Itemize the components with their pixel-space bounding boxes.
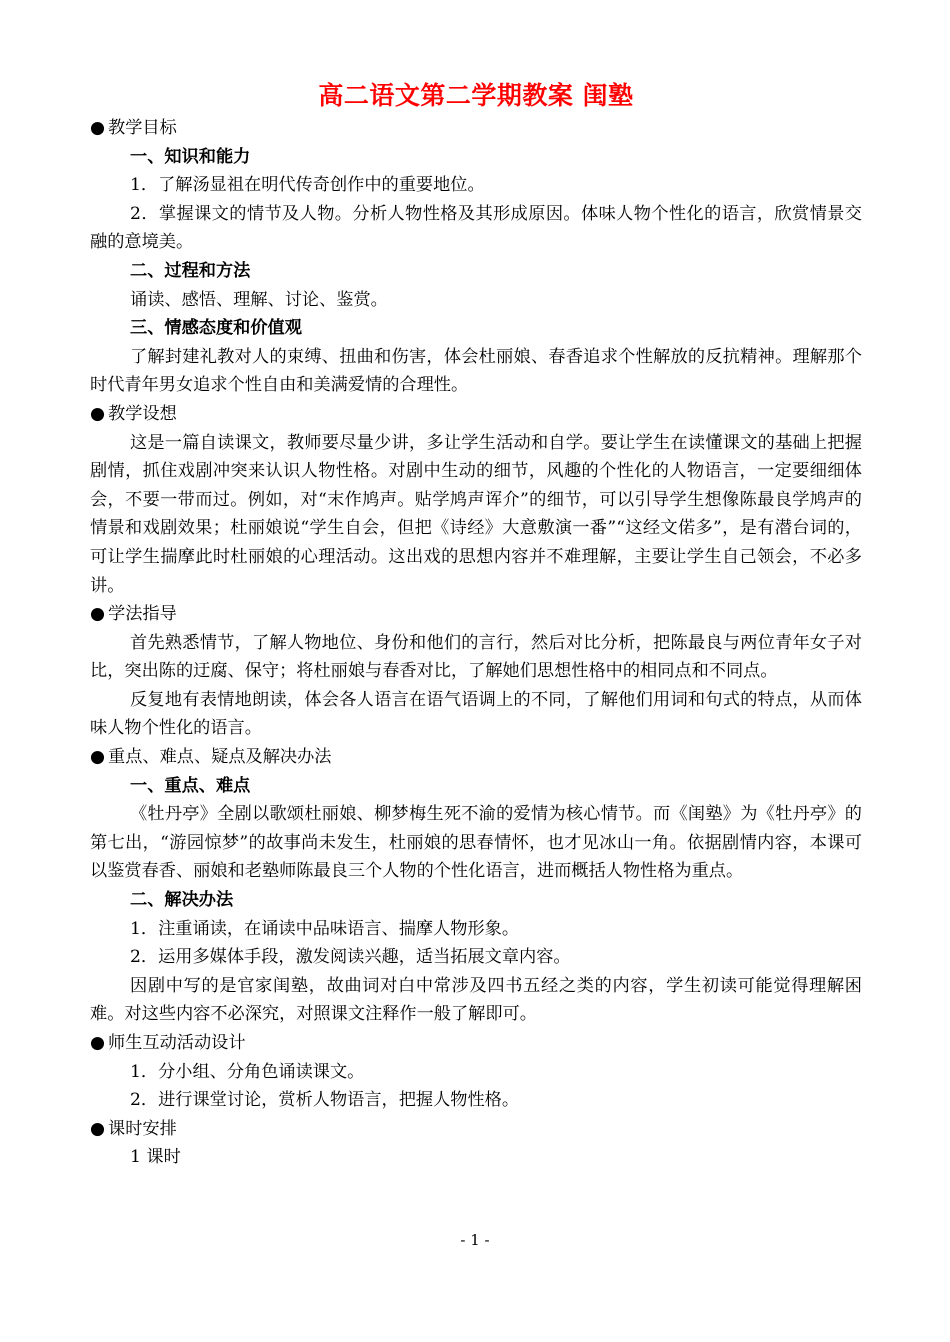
solve-text: 因剧中写的是官家闺塾，故曲词对白中常涉及四书五经之类的内容，学生初读可能觉得理解困难。对这些内容不必深究，对照课文注释作一般了解即可。 — [90, 975, 862, 1025]
bullet-icon: ● — [90, 1118, 105, 1139]
section-goals-heading: ● 教学目标 — [90, 114, 862, 143]
document-title: 高二语文第二学期教案 闺塾 — [318, 81, 634, 110]
knowledge-item-1: 1．了解汤显祖在明代传奇创作中的重要地位。 — [130, 175, 485, 196]
interaction-item-2: 2．进行课堂讨论，赏析人物语言，把握人物性格。 — [130, 1090, 520, 1111]
key-text: 《牡丹亭》全剧以歌颂杜丽娘、柳梦梅生死不渝的爱情为核心情节。而《闺塾》为《牡丹亭》的第七出，“游园惊梦”的故事尚未发生，杜丽娘的思春情怀，也才见冰山一角。依据剧情内容，本课可以鉴赏春香、丽娘和老塾师陈最良三个人物的个性化语言，进而概括人物性格为重点。 — [90, 804, 862, 882]
method-text-1: 首先熟悉情节，了解人物地位、身份和他们的言行，然后对比分析，把陈最良与两位青年女子对比，突出陈的迂腐、保守；将杜丽娘与春香对比，了解她们思想性格中的相同点和不同点。 — [90, 632, 862, 682]
knowledge-item-2: 2．掌握课文的情节及人物。分析人物性格及其形成原因。体味人物个性化的语言，欣赏情景交融的意境美。 — [90, 203, 862, 253]
solve-item-1: 1．注重诵读，在诵读中品味语言、揣摩人物形象。 — [130, 918, 520, 939]
section-design-heading: ● 教学设想 — [90, 400, 862, 429]
bullet-icon: ● — [90, 1033, 105, 1053]
solve-heading: 二、解决办法 — [130, 890, 234, 911]
section-method-heading: ● 学法指导 — [90, 600, 862, 629]
knowledge-heading: 一、知识和能力 — [130, 146, 251, 167]
page-number: - 1 - — [460, 1231, 490, 1249]
bullet-icon: ● — [90, 118, 105, 138]
process-text: 诵读、感悟、理解、讨论、鉴赏。 — [130, 289, 388, 310]
bullet-icon: ● — [90, 403, 105, 424]
design-text: 这是一篇自读课文，教师要尽量少讲，多让学生活动和自学。要让学生在读懂课文的基础上把握剧情，抓住戏剧冲突来认识人物性格。对剧中生动的细节，风趣的个性化的人物语言，一定要细细体会，不要一带而过。例如，对“末作鸠声。贴学鸠声诨介”的细节，可以引导学生想像陈最良学鸠声的情景和戏剧效果；杜丽娘说“学生自会，但把《诗经》大意敷演一番”“这经文偌多”，是有潜台词的，可让学生揣摩此时杜丽娘的心理活动。这出戏的思想内容并不难理解，主要让学生自己领会，不必多讲。 — [90, 432, 862, 596]
method-text-2: 反复地有表情地朗读，体会各人语言在语气语调上的不同，了解他们用词和句式的特点，从而体味人物个性化的语言。 — [90, 689, 862, 739]
document-page — [90, 78, 862, 1172]
emotion-text: 了解封建礼教对人的束缚、扭曲和伤害，体会杜丽娘、春香追求个性解放的反抗精神。理解那个时代青年男女追求个性自由和美满爱情的合理性。 — [90, 346, 862, 396]
process-heading: 二、过程和方法 — [130, 260, 251, 281]
key-heading: 一、重点、难点 — [130, 775, 251, 796]
section-schedule-heading: ● 课时安排 — [90, 1115, 862, 1144]
bullet-icon: ● — [90, 747, 105, 768]
section-focus-heading: ● 重点、难点、疑点及解决办法 — [90, 743, 862, 772]
emotion-heading: 三、情感态度和价值观 — [130, 318, 302, 339]
bullet-icon: ● — [90, 604, 105, 625]
solve-item-2: 2．运用多媒体手段，激发阅读兴趣，适当拓展文章内容。 — [130, 947, 571, 968]
section-interaction-heading: ● 师生互动活动设计 — [90, 1029, 862, 1058]
schedule-text: 1 课时 — [130, 1147, 181, 1168]
interaction-item-1: 1．分小组、分角色诵读课文。 — [130, 1061, 365, 1082]
